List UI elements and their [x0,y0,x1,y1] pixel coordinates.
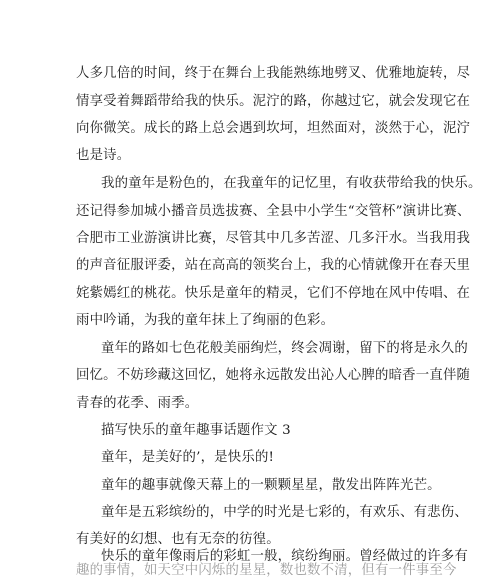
paragraph-line: 情享受着舞蹈带给我的快乐。泥泞的路，你越过它，就会发现它在 [76,94,471,109]
paragraph-line: 我的童年是粉色的，在我童年的记忆里，有收获带给我的快乐。 [101,176,482,191]
paragraph-line: 童年的趣事就像天幕上的一颗颗星星，散发出阵阵光芒。 [101,478,441,493]
paragraph-line: 雨中吟诵，为我的童年抹上了绚丽的色彩。 [76,313,335,328]
paragraph-line: 向你微笑。成长的路上总会遇到坎坷，坦然面对，淡然于心，泥泞 [76,121,471,136]
paragraph-line: 的声音征服评委，站在高高的领奖台上，我的心情就像开在春天里 [76,258,471,273]
paragraph-line: 快乐的童年像雨后的彩虹一般，缤纷绚丽。曾经做过的许多有 [101,549,468,564]
section-heading: 描写快乐的童年趣事话题作文 3 [101,423,291,438]
paragraph-line: 还记得参加城小播音员选拔赛、全县中小学生“交管杯”演讲比赛、 [76,204,471,219]
paragraph-line: 姹紫嫣红的桃花。快乐是童年的精灵，它们不停地在风中传唱、在 [76,286,471,301]
paragraph-line: 人多几倍的时间，终于在舞台上我能熟练地劈叉、优雅地旋转，尽 [76,66,471,81]
paragraph-line: 也是诗。 [76,148,131,163]
paragraph-line: 童年的路如七色花般美丽绚烂，终会凋谢，留下的将是永久的 [101,341,468,356]
paragraph-line-cut: 趣的事情，如天空中闪烁的星星，数也数不清，但有一件事至今 [76,563,457,578]
paragraph-line: 童年是五彩缤纷的，中学的时光是七彩的，有欢乐、有悲伤、 [101,505,468,520]
paragraph-line: 青春的花季、雨季。 [76,396,199,411]
paragraph-line: 合肥市工业游演讲比赛，尽管其中几多苦涩、几多汗水。当我用我 [76,231,471,246]
paragraph-line: 有美好的幻想、也有无奈的彷徨。 [76,532,280,547]
paragraph-line: 回忆。不妨珍藏这回忆，她将永远散发出沁人心脾的暗香一直伴随 [76,368,471,383]
paragraph-line: 童年，是美好的’，是快乐的! [101,450,275,465]
